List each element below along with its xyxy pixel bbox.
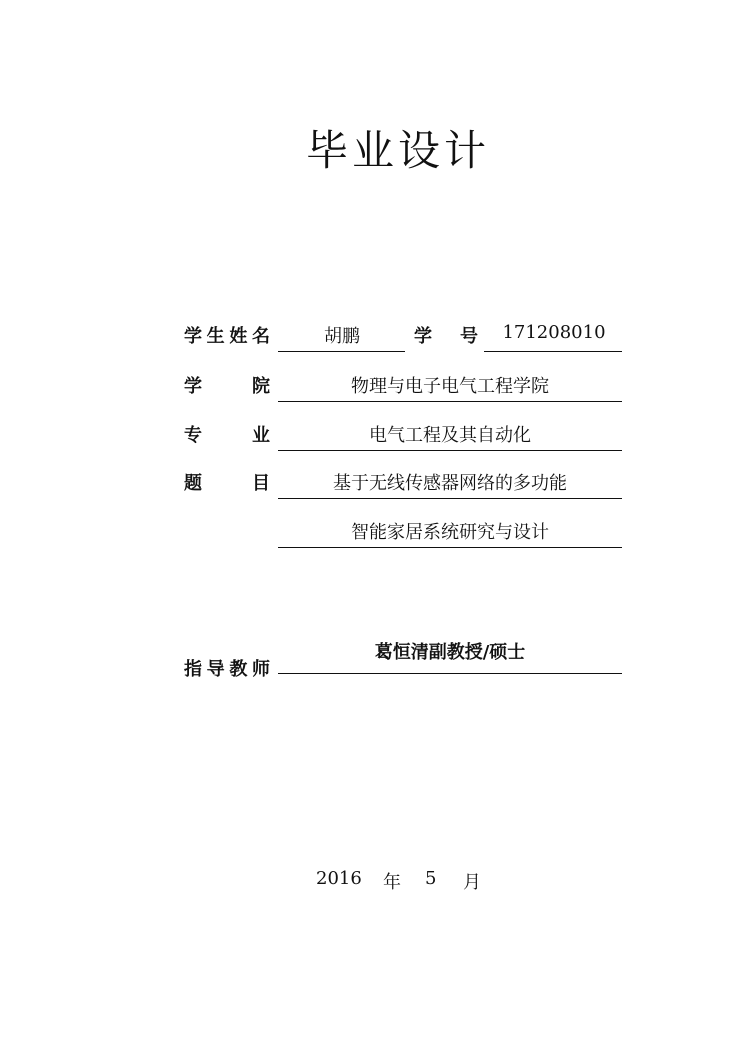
advisor-label: 指 导 教 师 [184, 659, 270, 680]
student-id-value: 171208010 [502, 322, 606, 343]
page-title: 毕业设计 [305, 126, 490, 175]
college-value: 物理与电子电气工程学院 [351, 376, 549, 397]
topic-underline-1 [278, 498, 622, 499]
topic-underline-2 [278, 547, 622, 548]
student-name-underline [278, 351, 405, 352]
advisor-underline [278, 673, 622, 674]
topic-line-2: 智能家居系统研究与设计 [351, 522, 549, 543]
date-year: 2016 [316, 868, 362, 889]
college-underline [278, 401, 622, 402]
topic-label: 题 目 [184, 473, 270, 494]
date-month: 5 [425, 868, 437, 889]
date-year-unit: 年 [383, 872, 401, 893]
student-name-label: 学 生 姓 名 [184, 326, 270, 347]
student-id-underline [484, 351, 622, 352]
major-underline [278, 450, 622, 451]
student-id-label: 学 号 [414, 326, 478, 347]
advisor-value: 葛恒清副教授/硕士 [374, 642, 526, 663]
college-label: 学 院 [184, 376, 270, 397]
student-name-value: 胡鹏 [324, 326, 360, 347]
date-month-unit: 月 [463, 872, 481, 893]
major-label: 专 业 [184, 425, 270, 446]
major-value: 电气工程及其自动化 [369, 425, 531, 446]
topic-line-1: 基于无线传感器网络的多功能 [333, 473, 567, 494]
